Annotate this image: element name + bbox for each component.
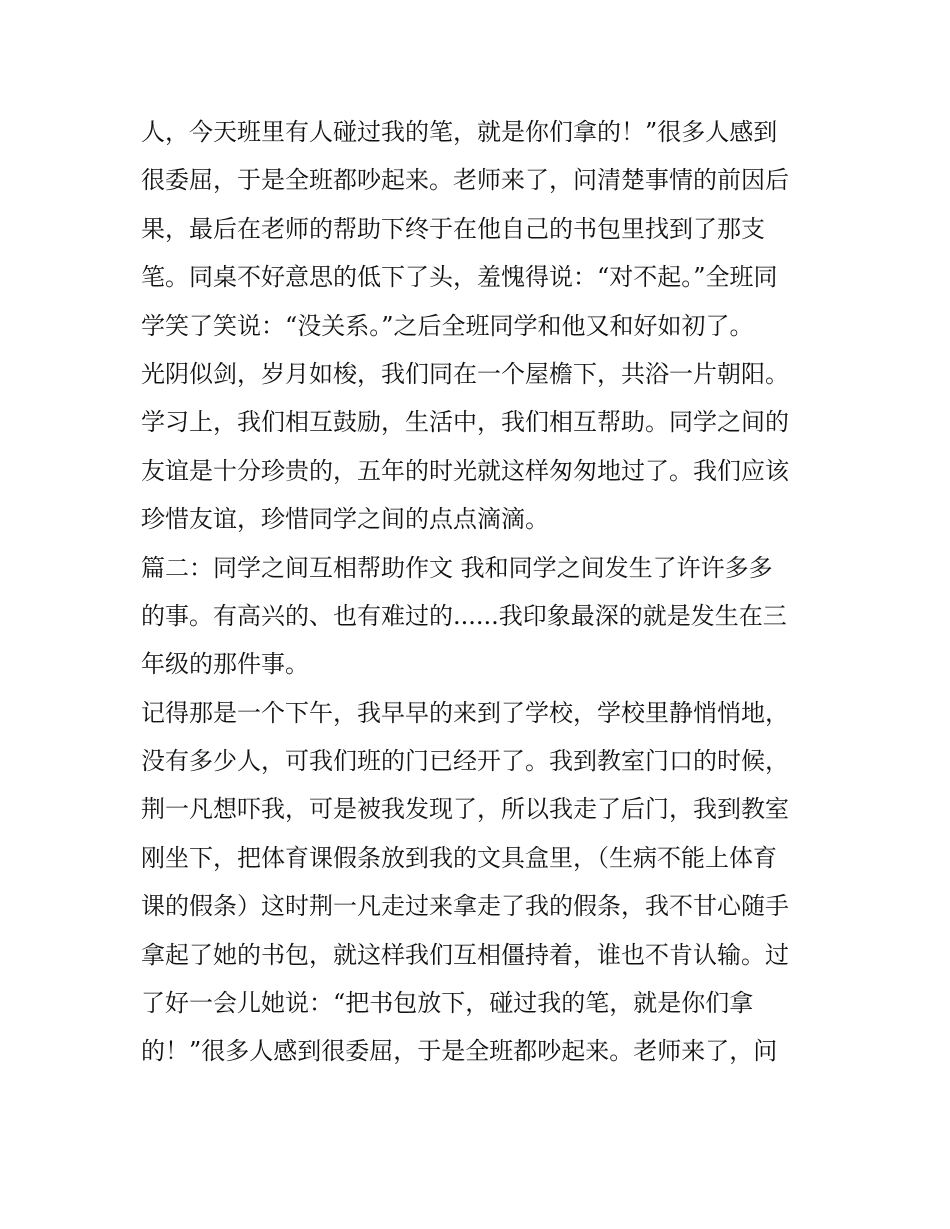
text-line: 没有多少人，可我们班的门已经开了。我到教室门口的时候， — [141, 747, 789, 776]
text-line: 记得那是一个下午，我早早的来到了学校，学校里静悄悄地， — [141, 698, 789, 727]
text-line: 珍惜友谊，珍惜同学之间的点点滴滴。 — [141, 505, 549, 534]
text-line: 学笑了笑说：“没关系。”之后全班同学和他又和好如初了。 — [141, 311, 754, 340]
text-line: 了好一会儿她说：“把书包放下，碰过我的笔，就是你们拿 — [141, 989, 754, 1018]
text-line: 笔。同桌不好意思的低下了头，羞愧得说：“对不起。”全班同 — [141, 263, 778, 292]
text-line: 人，今天班里有人碰过我的笔，就是你们拿的！”很多人感到 — [141, 118, 778, 146]
text-line: 刚坐下，把体育课假条放到我的文具盒里，（生病不能上体育 — [141, 843, 777, 872]
text-line: 友谊是十分珍贵的，五年的时光就这样匆匆地过了。我们应该 — [141, 456, 789, 485]
text-line: 果，最后在老师的帮助下终于在他自己的书包里找到了那支 — [141, 214, 765, 243]
text-line: 光阴似剑，岁月如梭，我们同在一个屋檐下，共浴一片朝阳。 — [141, 359, 789, 388]
text-line: 拿起了她的书包，就这样我们互相僵持着，谁也不肯认输。过 — [141, 940, 789, 969]
text-line: 课的假条）这时荆一凡走过来拿走了我的假条，我不甘心随手 — [141, 892, 789, 921]
document-body — [141, 108, 821, 1076]
text-line: 的！”很多人感到很委屈，于是全班都吵起来。老师来了，问 — [141, 1037, 778, 1066]
text-line: 年级的那件事。 — [141, 650, 309, 679]
text-line: 学习上，我们相互鼓励，生活中，我们相互帮助。同学之间的 — [141, 408, 789, 437]
text-line: 的事。有高兴的、也有难过的......我印象最深的就是发生在三 — [141, 601, 787, 630]
text-line: 荆一凡想吓我，可是被我发现了，所以我走了后门，我到教室 — [141, 795, 789, 824]
section-heading-line: 篇二：同学之间互相帮助作文 我和同学之间发生了许许多多 — [141, 553, 773, 582]
text-line: 很委屈，于是全班都吵起来。老师来了，问清楚事情的前因后 — [141, 166, 789, 195]
